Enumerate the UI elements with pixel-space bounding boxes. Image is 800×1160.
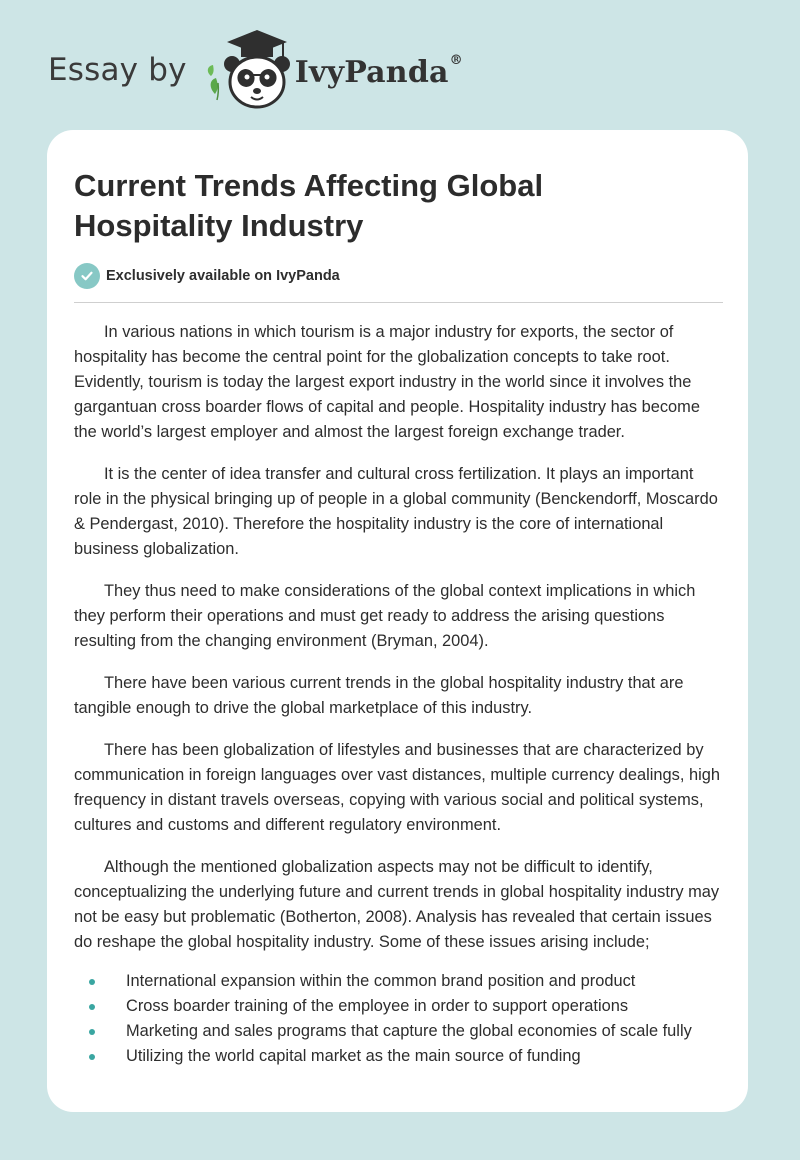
panda-graduate-logo-icon[interactable] — [201, 28, 291, 112]
bullet-icon — [89, 1029, 95, 1035]
body-paragraph: It is the center of idea transfer and cultural cross fertilization. It plays an important role in the physical bringing up of people in a global community (Benckendorff, Moscardo & Pendergast, 2010). Therefore the hospitality industry is the core of international business globalization. — [74, 465, 718, 558]
registered-mark: ® — [449, 52, 463, 68]
title-divider — [74, 302, 723, 303]
bullet-icon — [89, 979, 95, 985]
list-item — [74, 994, 724, 1019]
check-circle-icon — [74, 263, 100, 289]
list-item-text: Cross boarder training of the employee in order to support operations — [126, 997, 629, 1015]
exclusive-badge — [74, 263, 340, 289]
list-item-text: International expansion within the common brand position and product — [126, 972, 636, 990]
essay-by-label: Essay by — [48, 52, 187, 88]
body-paragraph: In various nations in which tourism is a major industry for exports, the sector of hospitality has become the central point for the globalization concepts to take root. Evidently, tourism is today the largest export industry in the world since it involves the gargantuan cross boarder flows of capital and people. Hospitality industry has become the world’s largest employer and almost the largest foreign exchange trader. — [74, 323, 700, 441]
exclusive-badge-label: Exclusively available on IvyPanda — [106, 268, 340, 284]
bullet-icon — [89, 1004, 95, 1010]
site-header — [48, 28, 463, 112]
body-paragraph: There has been globalization of lifestyles and businesses that are characterized by communication in foreign languages over vast distances, multiple currency dealings, high frequency in distant travels overseas, copying with various social and political systems, cultures and customs and different regulatory environment. — [74, 741, 720, 834]
list-item — [74, 1019, 724, 1044]
essay-title: Current Trends Affecting Global Hospitality Industry — [74, 168, 544, 243]
list-item-text: Utilizing the world capital market as the main source of funding — [126, 1047, 581, 1065]
essay-card — [47, 130, 748, 1112]
list-item-text: Marketing and sales programs that capture the global economies of scale fully — [126, 1022, 692, 1040]
body-paragraph: They thus need to make considerations of the global context implications in which they perform their operations and must get ready to address the arising questions resulting from the changing environment (Bryman, 2004). — [74, 582, 696, 650]
brand-name[interactable]: IvyPanda® — [294, 52, 463, 90]
body-paragraph: Although the mentioned globalization aspects may not be difficult to identify, conceptualizing the underlying future and current trends in global hospitality industry may not be easy but problematic (Botherton, 2008). Analysis has revealed that certain issues do reshape the global hospitality industry. Some of these issues arising include; — [74, 858, 720, 951]
issues-list — [74, 969, 724, 1069]
body-paragraph: There have been various current trends in the global hospitality industry that are tangible enough to drive the global marketplace of this industry. — [74, 674, 684, 717]
list-item — [74, 969, 724, 994]
essay-body — [74, 320, 724, 1072]
bullet-icon — [89, 1054, 95, 1060]
list-item — [74, 1044, 724, 1069]
